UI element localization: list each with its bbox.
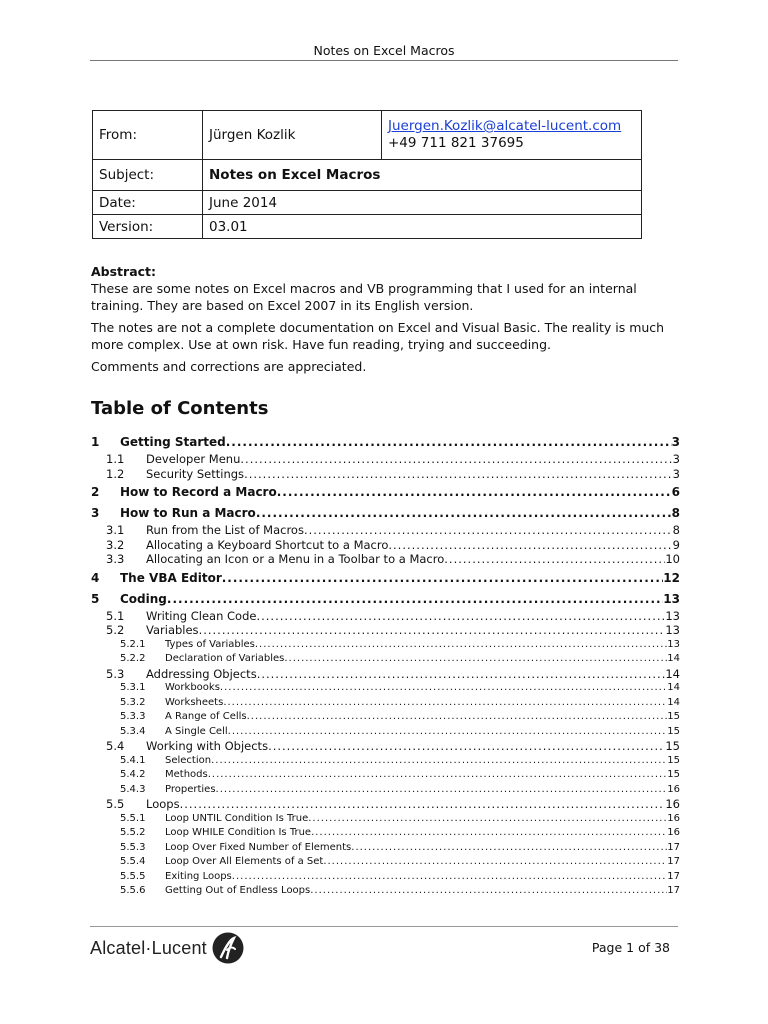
toc-leader-dots <box>228 725 668 740</box>
toc-entry-number: 5.5.2 <box>120 827 146 838</box>
toc-entry-page: 15 <box>667 711 680 722</box>
toc-entry-page: 16 <box>665 797 680 811</box>
toc-entry-page: 13 <box>663 591 680 606</box>
toc-entry[interactable] <box>91 552 680 567</box>
from-row <box>93 111 642 160</box>
toc-leader-dots <box>277 483 672 502</box>
toc-leader-dots <box>257 667 666 682</box>
from-label: From: <box>93 111 203 160</box>
toc-entry[interactable] <box>91 467 680 482</box>
toc-entry[interactable] <box>91 725 680 740</box>
toc-entry[interactable] <box>91 638 680 653</box>
toc-entry-title: A Range of Cells <box>165 711 247 722</box>
toc-leader-dots <box>444 552 665 567</box>
toc-entry-page: 14 <box>665 666 680 681</box>
toc-entry[interactable] <box>91 623 680 638</box>
toc-entry-number: 5.4.2 <box>120 769 146 780</box>
toc-leader-dots <box>247 710 668 725</box>
toc-entry-title: Loop WHILE Condition Is True <box>165 827 312 838</box>
toc-entry-title: How to Record a Macro <box>120 485 277 499</box>
toc-entry[interactable] <box>91 538 680 553</box>
toc-entry-page: 15 <box>665 739 680 753</box>
toc-entry-number: 5.5.4 <box>120 856 146 867</box>
toc-leader-dots <box>226 433 672 452</box>
toc-entry-page: 17 <box>667 856 680 867</box>
toc-entry-number: 3.3 <box>106 552 125 566</box>
toc-entry[interactable] <box>91 797 680 812</box>
toc-entry-page: 13 <box>667 638 680 650</box>
toc-entry-title: Exiting Loops <box>165 870 232 882</box>
toc-entry-number: 5.5.6 <box>120 885 146 896</box>
toc-leader-dots <box>388 538 672 553</box>
toc-entry-page: 13 <box>665 608 680 623</box>
alcatel-lucent-logo-icon <box>212 932 244 964</box>
toc-leader-dots <box>180 797 666 812</box>
author-email-link[interactable]: Juergen.Kozlik@alcatel-lucent.com <box>388 118 622 134</box>
toc-entry-page: 14 <box>667 682 680 693</box>
toc-title: Table of Contents <box>91 398 269 419</box>
toc-entry-number: 5.3 <box>106 666 125 681</box>
toc-entry-title: Methods <box>165 769 208 780</box>
toc-entry-title: Loop Over Fixed Number of Elements <box>165 841 352 853</box>
toc-entry-page: 8 <box>671 506 680 520</box>
version-label: Version: <box>93 215 203 239</box>
toc-entry-title: A Single Cell <box>165 725 228 737</box>
toc-entry-title: Worksheets <box>165 696 224 708</box>
toc-entry-page: 14 <box>667 653 680 664</box>
from-name: Jürgen Kozlik <box>203 111 382 160</box>
toc-entry-title: Getting Out of Endless Loops <box>165 885 311 896</box>
page-header-title: Notes on Excel Macros <box>313 43 455 58</box>
toc-entry-title: Coding <box>120 591 167 606</box>
date-value: June 2014 <box>203 191 642 215</box>
toc-entry-title: Workbooks <box>165 682 220 693</box>
toc-entry-number: 1.2 <box>106 466 125 481</box>
toc-entry-page: 15 <box>667 754 680 766</box>
author-phone: +49 711 821 37695 <box>388 135 524 151</box>
toc-entry[interactable] <box>91 768 680 783</box>
toc-leader-dots <box>211 754 667 769</box>
toc-entry[interactable] <box>91 504 680 523</box>
toc-leader-dots <box>255 638 667 653</box>
toc-entry-number: 3.2 <box>106 537 125 552</box>
toc-leader-dots <box>311 826 667 841</box>
toc-entry-number: 5.4.3 <box>120 783 146 795</box>
toc-entry[interactable] <box>91 483 680 502</box>
toc-entry-number: 5.4 <box>106 739 125 753</box>
toc-entry[interactable] <box>91 652 680 667</box>
toc-leader-dots <box>244 467 673 482</box>
toc-leader-dots <box>323 855 667 870</box>
toc-entry-page: 3 <box>671 435 680 449</box>
abstract-paragraph-3: Comments and corrections are appreciated. <box>91 359 367 374</box>
company-logo <box>90 932 244 964</box>
toc-entry[interactable] <box>91 826 680 841</box>
toc-entry-number: 5.5 <box>106 797 125 811</box>
toc-entry-number: 5.2.1 <box>120 638 146 650</box>
toc-entry[interactable] <box>91 681 680 696</box>
toc-entry[interactable] <box>91 855 680 870</box>
toc-entry[interactable] <box>91 523 680 538</box>
abstract-title: Abstract: <box>91 264 157 279</box>
toc-entry-title: Properties <box>165 783 216 795</box>
subject-value: Notes on Excel Macros <box>203 160 642 191</box>
toc-entry-page: 12 <box>663 570 680 585</box>
toc-entry-title: Loops <box>146 797 180 811</box>
toc-leader-dots <box>216 783 668 798</box>
toc-entry-page: 16 <box>667 812 680 824</box>
toc-entry-title: Addressing Objects <box>146 666 257 681</box>
toc-entry-page: 3 <box>672 452 680 466</box>
toc-entry-number: 1 <box>91 435 100 449</box>
toc-leader-dots <box>208 768 668 783</box>
toc-entry-title: Run from the List of Macros <box>146 523 304 537</box>
toc-leader-dots <box>284 652 667 667</box>
toc-entry-title: The VBA Editor <box>120 570 222 585</box>
toc-leader-dots <box>268 739 665 754</box>
toc-entry[interactable] <box>91 754 680 769</box>
toc-entry-title: Developer Menu <box>146 452 241 466</box>
toc-entry[interactable] <box>91 841 680 856</box>
toc-entry[interactable] <box>91 870 680 885</box>
toc-entry-page: 17 <box>667 885 680 896</box>
toc-leader-dots <box>232 870 667 885</box>
date-row <box>93 191 642 215</box>
toc-entry-number: 5.2 <box>106 623 125 637</box>
toc-entry[interactable] <box>91 433 680 452</box>
date-label: Date: <box>93 191 203 215</box>
toc-entry-number: 5.5.3 <box>120 841 146 853</box>
toc-entry-page: 15 <box>667 725 680 737</box>
toc-entry-page: 8 <box>672 523 680 537</box>
version-row <box>93 215 642 239</box>
toc-entry-number: 5.3.1 <box>120 682 146 693</box>
toc-entry-title: Loop UNTIL Condition Is True <box>165 812 309 824</box>
table-of-contents <box>91 431 680 899</box>
toc-entry-title: Security Settings <box>146 466 245 481</box>
toc-entry[interactable] <box>91 452 680 467</box>
toc-leader-dots <box>310 884 667 899</box>
toc-entry-page: 16 <box>667 783 680 795</box>
toc-entry-page: 6 <box>671 485 680 499</box>
toc-entry-title: Allocating an Icon or a Menu in a Toolbar to a Macro <box>146 552 445 566</box>
toc-entry-title: Types of Variables <box>165 638 255 650</box>
toc-entry-title: Selection <box>165 754 212 766</box>
toc-leader-dots <box>222 569 664 588</box>
abstract-paragraph-1: These are some notes on Excel macros and VB programming that I used for an internal training. They are based on Excel 2007 in its English version. <box>91 281 637 313</box>
toc-entry-number: 3.1 <box>106 523 125 537</box>
toc-entry-number: 5.1 <box>106 608 125 623</box>
toc-entry-page: 9 <box>672 537 680 552</box>
toc-leader-dots <box>199 623 666 638</box>
toc-leader-dots <box>220 681 667 696</box>
toc-entry-title: Writing Clean Code <box>146 608 257 623</box>
abstract-section <box>91 263 681 380</box>
toc-entry-number: 5.5.1 <box>120 812 146 824</box>
toc-entry-title: Working with Objects <box>146 739 269 753</box>
toc-entry-title: Variables <box>146 623 199 637</box>
toc-entry-page: 14 <box>667 696 680 708</box>
toc-entry-number: 5.2.2 <box>120 653 146 664</box>
toc-entry-page: 10 <box>665 552 680 566</box>
toc-entry-title: Loop Over All Elements of a Set <box>165 856 324 867</box>
toc-entry-number: 5.3.2 <box>120 696 146 708</box>
toc-entry-title: Allocating a Keyboard Shortcut to a Macro <box>146 537 389 552</box>
toc-entry-page: 16 <box>667 827 680 838</box>
toc-leader-dots <box>304 523 673 538</box>
toc-entry-page: 17 <box>667 841 680 853</box>
document-info-table <box>92 110 642 239</box>
toc-entry-number: 1.1 <box>106 452 125 466</box>
toc-entry[interactable] <box>91 590 680 609</box>
toc-entry-number: 2 <box>91 485 100 499</box>
toc-entry-number: 5 <box>91 591 100 606</box>
toc-leader-dots <box>167 590 663 609</box>
subject-row <box>93 160 642 191</box>
abstract-paragraph-2: The notes are not a complete documentation on Excel and Visual Basic. The reality is much more complex. Use at own risk. Have fun reading, trying and succeeding. <box>91 320 665 352</box>
page-number: Page 1 of 38 <box>591 940 670 955</box>
toc-entry-number: 5.5.5 <box>120 870 146 882</box>
footer-divider <box>90 926 678 927</box>
toc-entry-number: 5.3.3 <box>120 711 146 722</box>
toc-entry-title: Declaration of Variables <box>165 653 285 664</box>
toc-entry-page: 13 <box>665 623 680 637</box>
toc-leader-dots <box>308 812 667 827</box>
version-value: 03.01 <box>203 215 642 239</box>
toc-entry[interactable] <box>91 609 680 624</box>
toc-entry-page: 3 <box>672 466 680 481</box>
from-contact <box>382 111 642 160</box>
toc-entry[interactable] <box>91 569 680 588</box>
header-divider <box>90 60 678 61</box>
toc-leader-dots <box>240 452 672 467</box>
toc-entry[interactable] <box>91 710 680 725</box>
toc-entry-title: How to Run a Macro <box>120 506 256 520</box>
toc-entry[interactable] <box>91 812 680 827</box>
toc-entry[interactable] <box>91 667 680 682</box>
toc-entry-number: 4 <box>91 570 100 585</box>
subject-label: Subject: <box>93 160 203 191</box>
toc-entry[interactable] <box>91 884 680 899</box>
toc-entry-number: 3 <box>91 506 100 520</box>
toc-entry-number: 5.3.4 <box>120 725 146 737</box>
toc-entry-page: 17 <box>667 870 680 882</box>
toc-entry[interactable] <box>91 739 680 754</box>
toc-entry-number: 5.4.1 <box>120 754 146 766</box>
logo-wordmark: Alcatel·Lucent <box>90 937 207 958</box>
toc-entry-page: 15 <box>667 769 680 780</box>
toc-leader-dots <box>256 504 672 523</box>
toc-leader-dots <box>256 609 665 624</box>
toc-entry-title: Getting Started <box>120 435 226 449</box>
toc-entry[interactable] <box>91 696 680 711</box>
toc-entry[interactable] <box>91 783 680 798</box>
toc-leader-dots <box>351 841 667 856</box>
toc-leader-dots <box>223 696 667 711</box>
